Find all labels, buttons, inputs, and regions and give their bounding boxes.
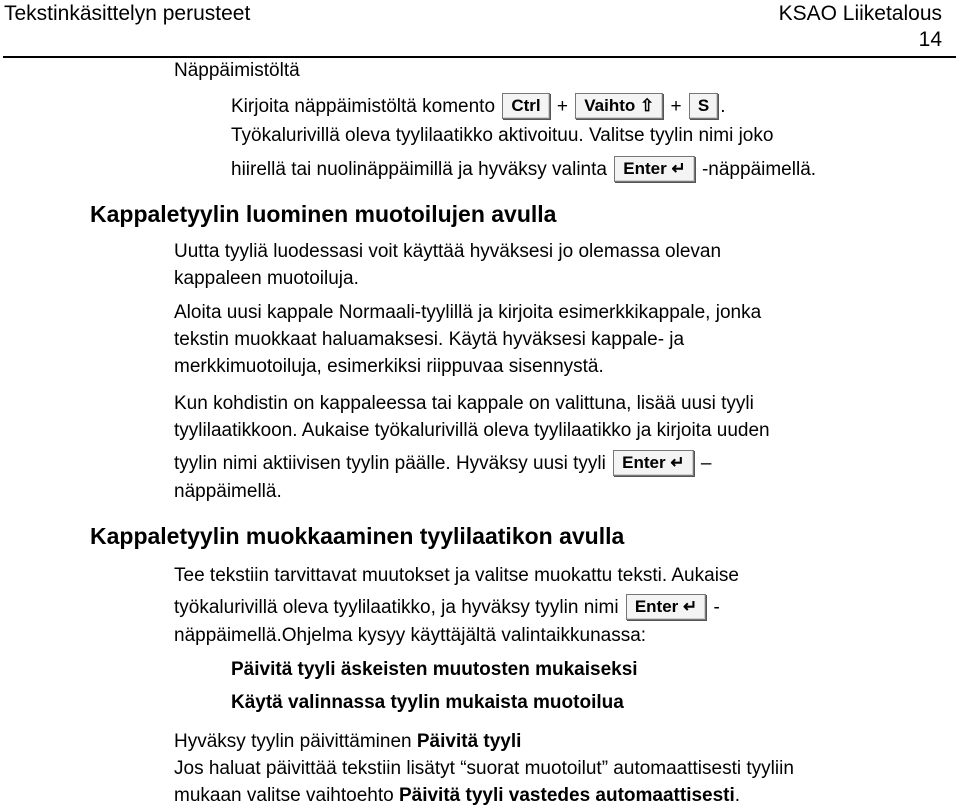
- enter-key: Enter ↵: [614, 156, 694, 182]
- paragraph-line: [174, 785, 740, 807]
- paragraph-line: Aloita uusi kappale Normaali-tyylillä ja kirjoita esimerkkikappale, jonka: [174, 302, 762, 323]
- paragraph-line: tekstin muokkaat haluamaksesi. Käytä hyväksesi kappale- ja: [174, 329, 685, 350]
- paragraph-line-with-key: [174, 594, 720, 620]
- publisher-name: KSAO Liiketalous: [778, 2, 942, 25]
- keyboard-line-2: Työkalurivillä oleva tyylilaatikko aktivoituu. Valitse tyylin nimi joko: [231, 125, 774, 146]
- keyboard-heading: Näppäimistöltä: [174, 60, 300, 81]
- dash: –: [700, 453, 712, 474]
- dash: -: [713, 597, 720, 618]
- keyboard-line-3-end: -näppäimellä.: [701, 159, 817, 180]
- bold-term: Päivitä tyyli: [416, 731, 522, 752]
- enter-key: Enter ↵: [626, 594, 706, 620]
- paragraph-text: Hyväksy tyylin päivittäminen: [174, 731, 412, 752]
- paragraph-line: [174, 731, 521, 753]
- document-title: Tekstinkäsittelyn perusteet: [4, 2, 251, 25]
- shift-key: Vaihto ⇧: [575, 93, 663, 119]
- paragraph-text: työkalurivillä oleva tyylilaatikko, ja hyväksy tyylin nimi: [174, 597, 619, 618]
- paragraph-line: kappaleen muotoiluja.: [174, 268, 359, 289]
- plus-sign: +: [556, 96, 568, 117]
- header-rule: [3, 56, 956, 58]
- keyboard-line-1-text: Kirjoita näppäimistöltä komento: [231, 96, 496, 117]
- plus-sign: +: [670, 96, 682, 117]
- page-number: 14: [918, 28, 942, 51]
- enter-key: Enter ↵: [613, 450, 693, 476]
- paragraph-line: Kun kohdistin on kappaleessa tai kappale on valittuna, lisää uusi tyyli: [174, 393, 754, 414]
- ctrl-key: Ctrl: [502, 93, 549, 119]
- paragraph-line: merkkimuotoiluja, esimerkiksi riippuvaa sisennystä.: [174, 356, 604, 377]
- paragraph-line: näppäimellä.: [174, 481, 282, 502]
- paragraph-line-with-key: [174, 450, 711, 476]
- s-key: S: [689, 93, 718, 119]
- section-heading-create-style: Kappaletyylin luominen muotoilujen avulla: [90, 201, 557, 227]
- paragraph-text: mukaan valitse vaihtoehto: [174, 785, 394, 806]
- paragraph-line: tyylilaatikkoon. Aukaise työkalurivillä oleva tyylilaatikko ja kirjoita uuden: [174, 420, 770, 441]
- period: .: [720, 96, 726, 117]
- period: .: [734, 785, 741, 806]
- bold-term: Päivitä tyyli vastedes automaattisesti: [398, 785, 735, 806]
- paragraph-line: Jos haluat päivittää tekstiin lisätyt “suorat muotoilut” automaattisesti tyyliin: [174, 758, 794, 779]
- keyboard-line-3-text: hiirellä tai nuolinäppäimillä ja hyväksy valinta: [231, 159, 607, 180]
- section-heading-modify-style: Kappaletyylin muokkaaminen tyylilaatikon avulla: [90, 523, 625, 549]
- paragraph-line: Uutta tyyliä luodessasi voit käyttää hyväksesi jo olemassa olevan: [174, 241, 722, 262]
- dialog-option-apply-format: Käytä valinnassa tyylin mukaista muotoilua: [231, 692, 624, 713]
- dialog-option-update-style: Päivitä tyyli äskeisten muutosten mukaiseksi: [231, 659, 638, 680]
- paragraph-line: Tee tekstiin tarvittavat muutokset ja valitse muokattu teksti. Aukaise: [174, 565, 739, 586]
- paragraph-line: näppäimellä.Ohjelma kysyy käyttäjältä valintaikkunassa:: [174, 625, 647, 646]
- paragraph-text: tyylin nimi aktiivisen tyylin päälle. Hyväksy uusi tyyli: [174, 453, 606, 474]
- keyboard-line-1: [231, 93, 726, 119]
- keyboard-line-3: [231, 156, 816, 182]
